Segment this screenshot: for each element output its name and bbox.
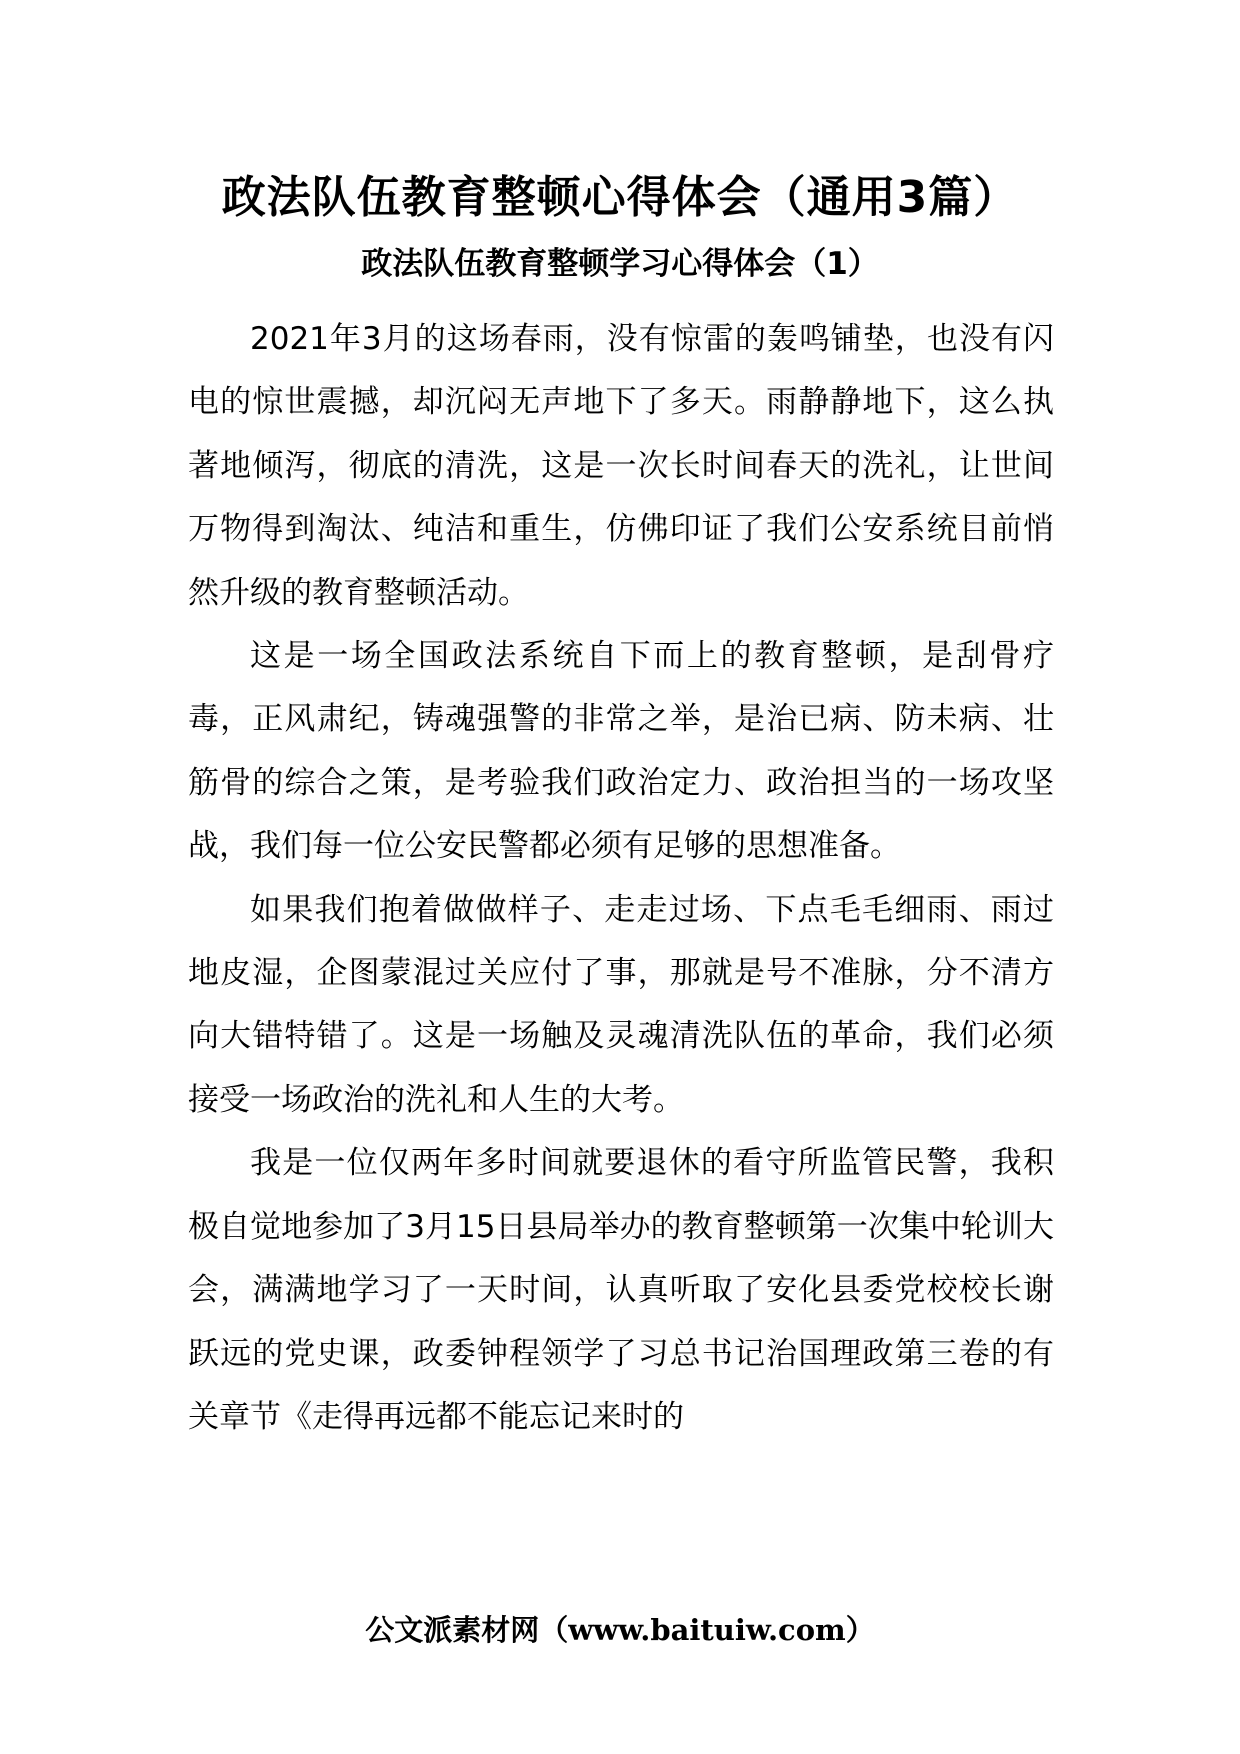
document-title: 政法队伍教育整顿心得体会（通用3篇） <box>221 172 1019 223</box>
paragraph-4: 我是一位仅两年多时间就要退休的看守所监管民警，我积极自觉地参加了3月15日县局举办的教育整顿第一次集中轮训大会，满满地学习了一天时间，认真听取了安化县委党校校长谢跃远的党史课，政委钟程领学了习总书记治国理政第三卷的有关章节《走得再远都不能忘记来时的 <box>188 1145 1054 1435</box>
page-footer: 公文派素材网（www.baituiw.com） <box>365 1613 875 1647</box>
paragraph-3: 如果我们抱着做做样子、走走过场、下点毛毛细雨、雨过地皮湿，企图蒙混过关应付了事，那就是号不准脉，分不清方向大错特错了。这是一场触及灵魂清洗队伍的革命，我们必须接受一场政治的洗礼和人生的大考。 <box>188 891 1054 1118</box>
paragraph-2: 这是一场全国政法系统自下而上的教育整顿，是刮骨疗毒，正风肃纪，铸魂强警的非常之举，是治已病、防未病、壮筋骨的综合之策，是考验我们政治定力、政治担当的一场攻坚战，我们每一位公安民警都必须有足够的思想准备。 <box>188 638 1054 865</box>
paragraph-1: 2021年3月的这场春雨，没有惊雷的轰鸣铺垫，也没有闪电的惊世震撼，却沉闷无声地下了多天。雨静静地下，这么执著地倾泻，彻底的清洗，这是一次长时间春天的洗礼，让世间万物得到淘汰、纯洁和重生，仿佛印证了我们公安系统目前悄然升级的教育整顿活动。 <box>188 321 1054 611</box>
document-body <box>188 308 1054 1449</box>
document-subtitle: 政法队伍教育整顿学习心得体会（1） <box>361 246 879 282</box>
